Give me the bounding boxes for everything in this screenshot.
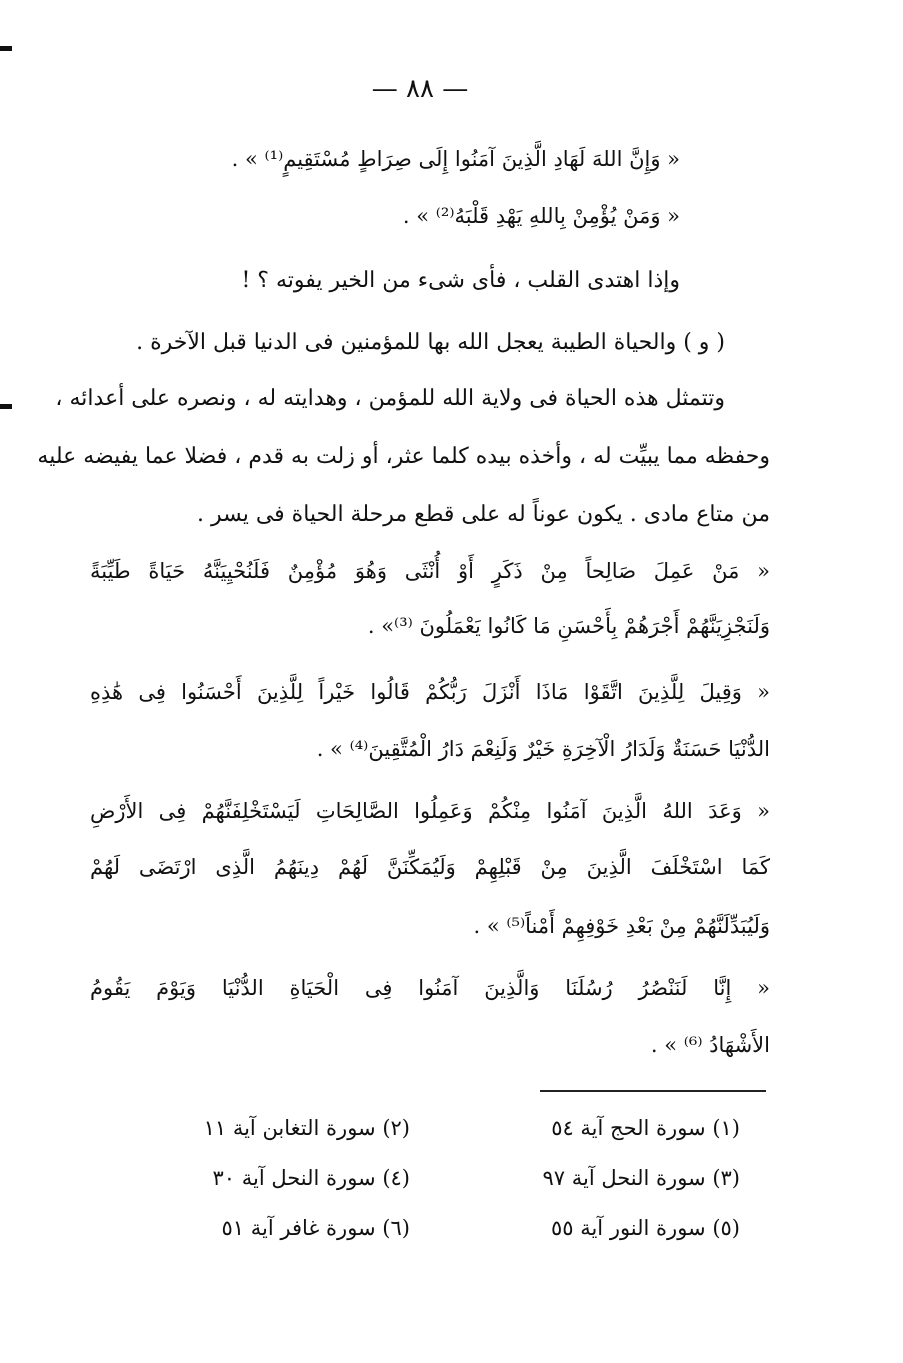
footnote-row [150, 1108, 740, 1158]
text-line: « وَمَنْ يُؤْمِنْ بِاللهِ يَهْدِ قَلْبَهُ⁽²⁾ » . [402, 204, 680, 228]
footnote: (٦) سورة غافر آية ٥١ [221, 1216, 410, 1240]
footnotes [150, 1108, 740, 1258]
text-line: « إِنَّا لَنَنْصُرُ رُسُلَنَا وَالَّذِينَ آمَنُوا فِى الْحَيَاةِ الدُّنْيَا وَيَوْمَ يَقُومُ [90, 976, 770, 1000]
footnote-divider [540, 1090, 766, 1092]
footnote: (٥) سورة النور آية ٥٥ [550, 1216, 740, 1240]
text-line: « وَإِنَّ اللهَ لَهَادِ الَّذِينَ آمَنُوا إِلَى صِرَاطٍ مُسْتَقِيمٍ⁽¹⁾ » . [231, 147, 680, 171]
text-line: وحفظه مما يبيِّت له ، وأخذه بيده كلما عثر، أو زلت به قدم ، فضلا عما يفيضه عليه [37, 444, 770, 469]
text-line: وتتمثل هذه الحياة فى ولاية الله للمؤمن ، وهدايته له ، ونصره على أعدائه ، [55, 386, 725, 411]
text-line: وإذا اهتدى القلب ، فأى شىء من الخير يفوته ؟ ! [241, 268, 680, 293]
text-line: الدُّنْيَا حَسَنَةٌ وَلَدَارُ الْآخِرَةِ خَيْرٌ وَلَنِعْمَ دَارُ الْمُتَّقِينَ⁽⁴⁾ » . [316, 737, 770, 761]
page-edge-mark-top [0, 46, 12, 51]
text-line: وَلَنَجْزِيَنَّهُمْ أَجْرَهُمْ بِأَحْسَنِ مَا كَانُوا يَعْمَلُونَ ⁽³⁾» . [367, 614, 770, 638]
footnote-row [150, 1208, 740, 1258]
text-line: ( و ) والحياة الطيبة يعجل الله بها للمؤمنين فى الدنيا قبل الآخرة . [136, 330, 725, 355]
footnote-row [150, 1158, 740, 1208]
page-edge-mark-middle [0, 404, 12, 409]
text-line: كَمَا اسْتَخْلَفَ الَّذِينَ مِنْ قَبْلِهِمْ وَلَيُمَكِّنَنَّ لَهُمْ دِينَهُمُ الَّذِى ارْتَضَى لَهُمْ [90, 855, 770, 879]
footnote: (٢) سورة التغابن آية ١١ [203, 1116, 410, 1140]
text-line: « وَعَدَ اللهُ الَّذِينَ آمَنُوا مِنْكُمْ وَعَمِلُوا الصَّالِحَاتِ لَيَسْتَخْلِفَنَّهُمْ فِى الأَرْضِ [90, 799, 770, 823]
footnote: (١) سورة الحج آية ٥٤ [551, 1116, 740, 1140]
footnote: (٤) سورة النحل آية ٣٠ [212, 1166, 410, 1190]
text-line: من متاع مادى . يكون عوناً له على قطع مرحلة الحياة فى يسر . [196, 502, 770, 527]
text-line: وَلَيُبَدِّلَنَّهُمْ مِنْ بَعْدِ خَوْفِهِمْ أَمْناً⁽⁵⁾ » . [473, 914, 770, 938]
footnote: (٣) سورة النحل آية ٩٧ [542, 1166, 740, 1190]
text-line: « وَقِيلَ لِلَّذِينَ اتَّقَوْا مَاذَا أَنْزَلَ رَبُّكُمْ قَالُوا خَيْراً لِلَّذِينَ أَحْسَنُوا فِى هَٰذِهِ [90, 680, 770, 704]
page-number: — ٨٨ — [371, 74, 469, 104]
text-line: « مَنْ عَمِلَ صَالِحاً مِنْ ذَكَرٍ أَوْ أُنْثَى وَهُوَ مُؤْمِنٌ فَلَنُحْيِيَنَّهُ حَيَاةً طَيِّبَةً [90, 559, 770, 583]
text-line: الأَشْهَادُ ⁽⁶⁾ » . [650, 1033, 770, 1057]
